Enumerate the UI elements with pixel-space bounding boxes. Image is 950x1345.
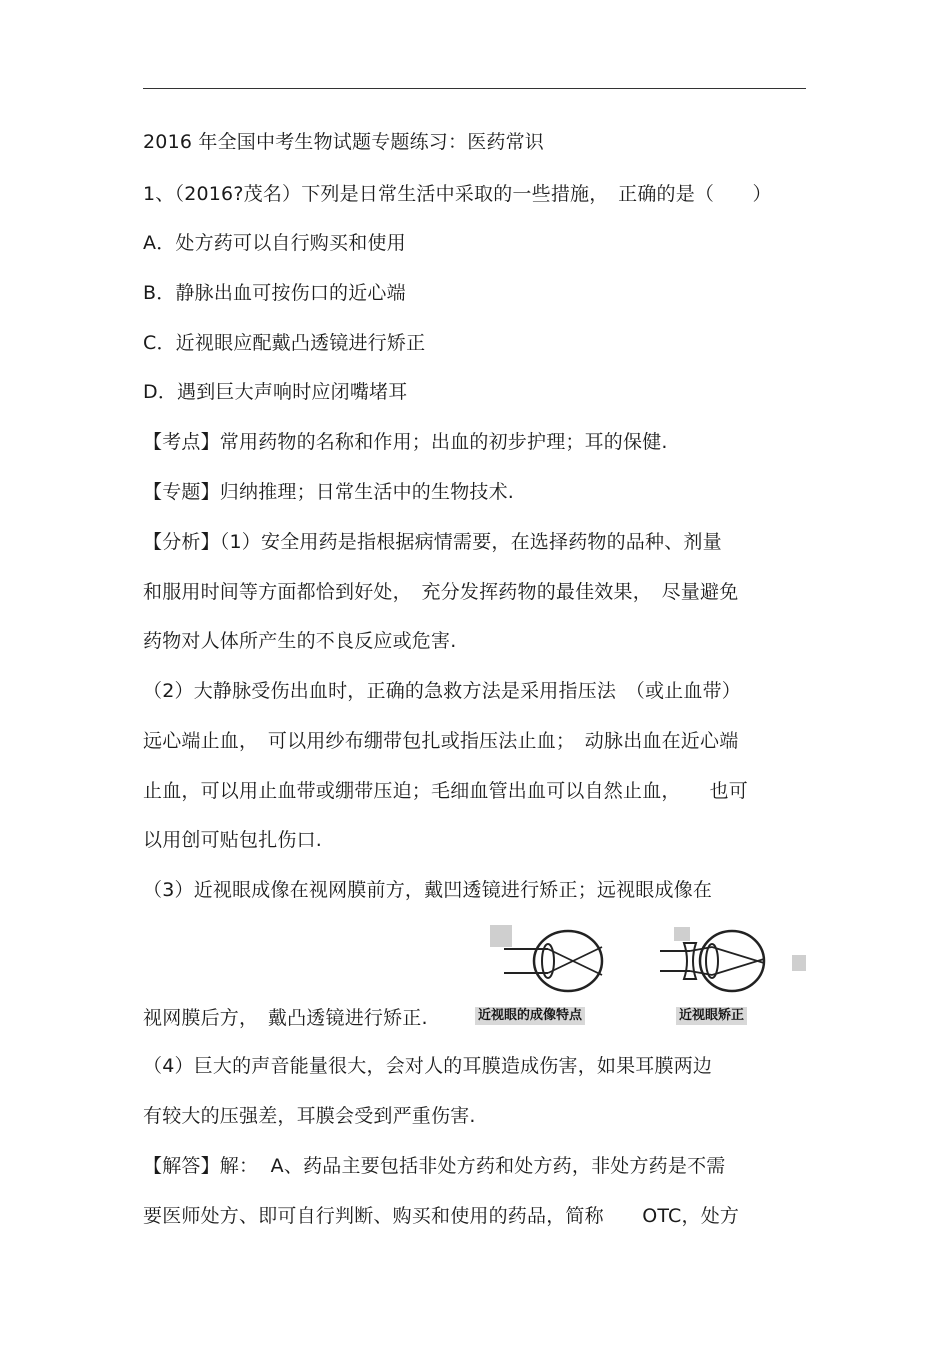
document-title: 2016 年全国中考生物试题专题练习：医药常识 [143,131,544,153]
right-figure-caption: 近视眼矫正 [676,1007,747,1025]
myopia-imaging-figure [478,917,620,1027]
analysis-p1-line3: 药物对人体所产生的不良反应或危害. [143,630,457,652]
left-figure-caption: 近视眼的成像特点 [475,1007,585,1025]
question-stem: 1、（2016?茂名）下列是日常生活中采取的一些措施， 正确的是（ ） [143,183,772,205]
answer-line1: 【解答】解： A、药品主要包括非处方药和处方药，非处方药是不需 [143,1155,726,1177]
option-a: A．处方药可以自行购买和使用 [143,232,406,254]
option-b: B．静脉出血可按伤口的近心端 [143,282,406,304]
analysis-p1-line2: 和服用时间等方面都恰到好处， 充分发挥药物的最佳效果， 尽量避免 [143,581,739,603]
analysis-p3-line2: 视网膜后方， 戴凸透镜进行矫正. [143,1007,428,1029]
zhuanti-line: 【专题】归纳推理；日常生活中的生物技术. [143,481,515,503]
myopia-correction-figure [660,917,810,1027]
analysis-p4-line1: （4）巨大的声音能量很大，会对人的耳膜造成伤害，如果耳膜两边 [143,1055,713,1077]
header-rule [143,88,806,89]
option-c: C．近视眼应配戴凸透镜进行矫正 [143,332,426,354]
analysis-p2-line4: 以用创可贴包扎伤口. [143,829,323,851]
analysis-p1-line1: 【分析】（1）安全用药是指根据病情需要，在选择药物的品种、剂量 [143,531,722,553]
analysis-p2-line2: 远心端止血， 可以用纱布绷带包扎或指压法止血； 动脉出血在近心端 [143,730,739,752]
analysis-p4-line2: 有较大的压强差，耳膜会受到严重伤害. [143,1105,476,1127]
kaodian-line: 【考点】常用药物的名称和作用；出血的初步护理；耳的保健. [143,431,668,453]
option-d: D．遇到巨大声响时应闭嘴堵耳 [143,381,408,403]
myopia-eye-diagram [490,917,620,1007]
answer-line2: 要医师处方、即可自行判断、购买和使用的药品，简称 OTC，处方 [143,1205,740,1227]
analysis-p3-line1: （3）近视眼成像在视网膜前方，戴凹透镜进行矫正；远视眼成像在 [143,879,713,901]
corrected-eye-diagram [660,917,810,1007]
analysis-p2-line3: 止血，可以用止血带或绷带压迫；毛细血管出血可以自然止血， 也可 [143,780,748,802]
analysis-p2-line1: （2）大静脉受伤出血时，正确的急救方法是采用指压法 （或止血带） [143,680,741,702]
